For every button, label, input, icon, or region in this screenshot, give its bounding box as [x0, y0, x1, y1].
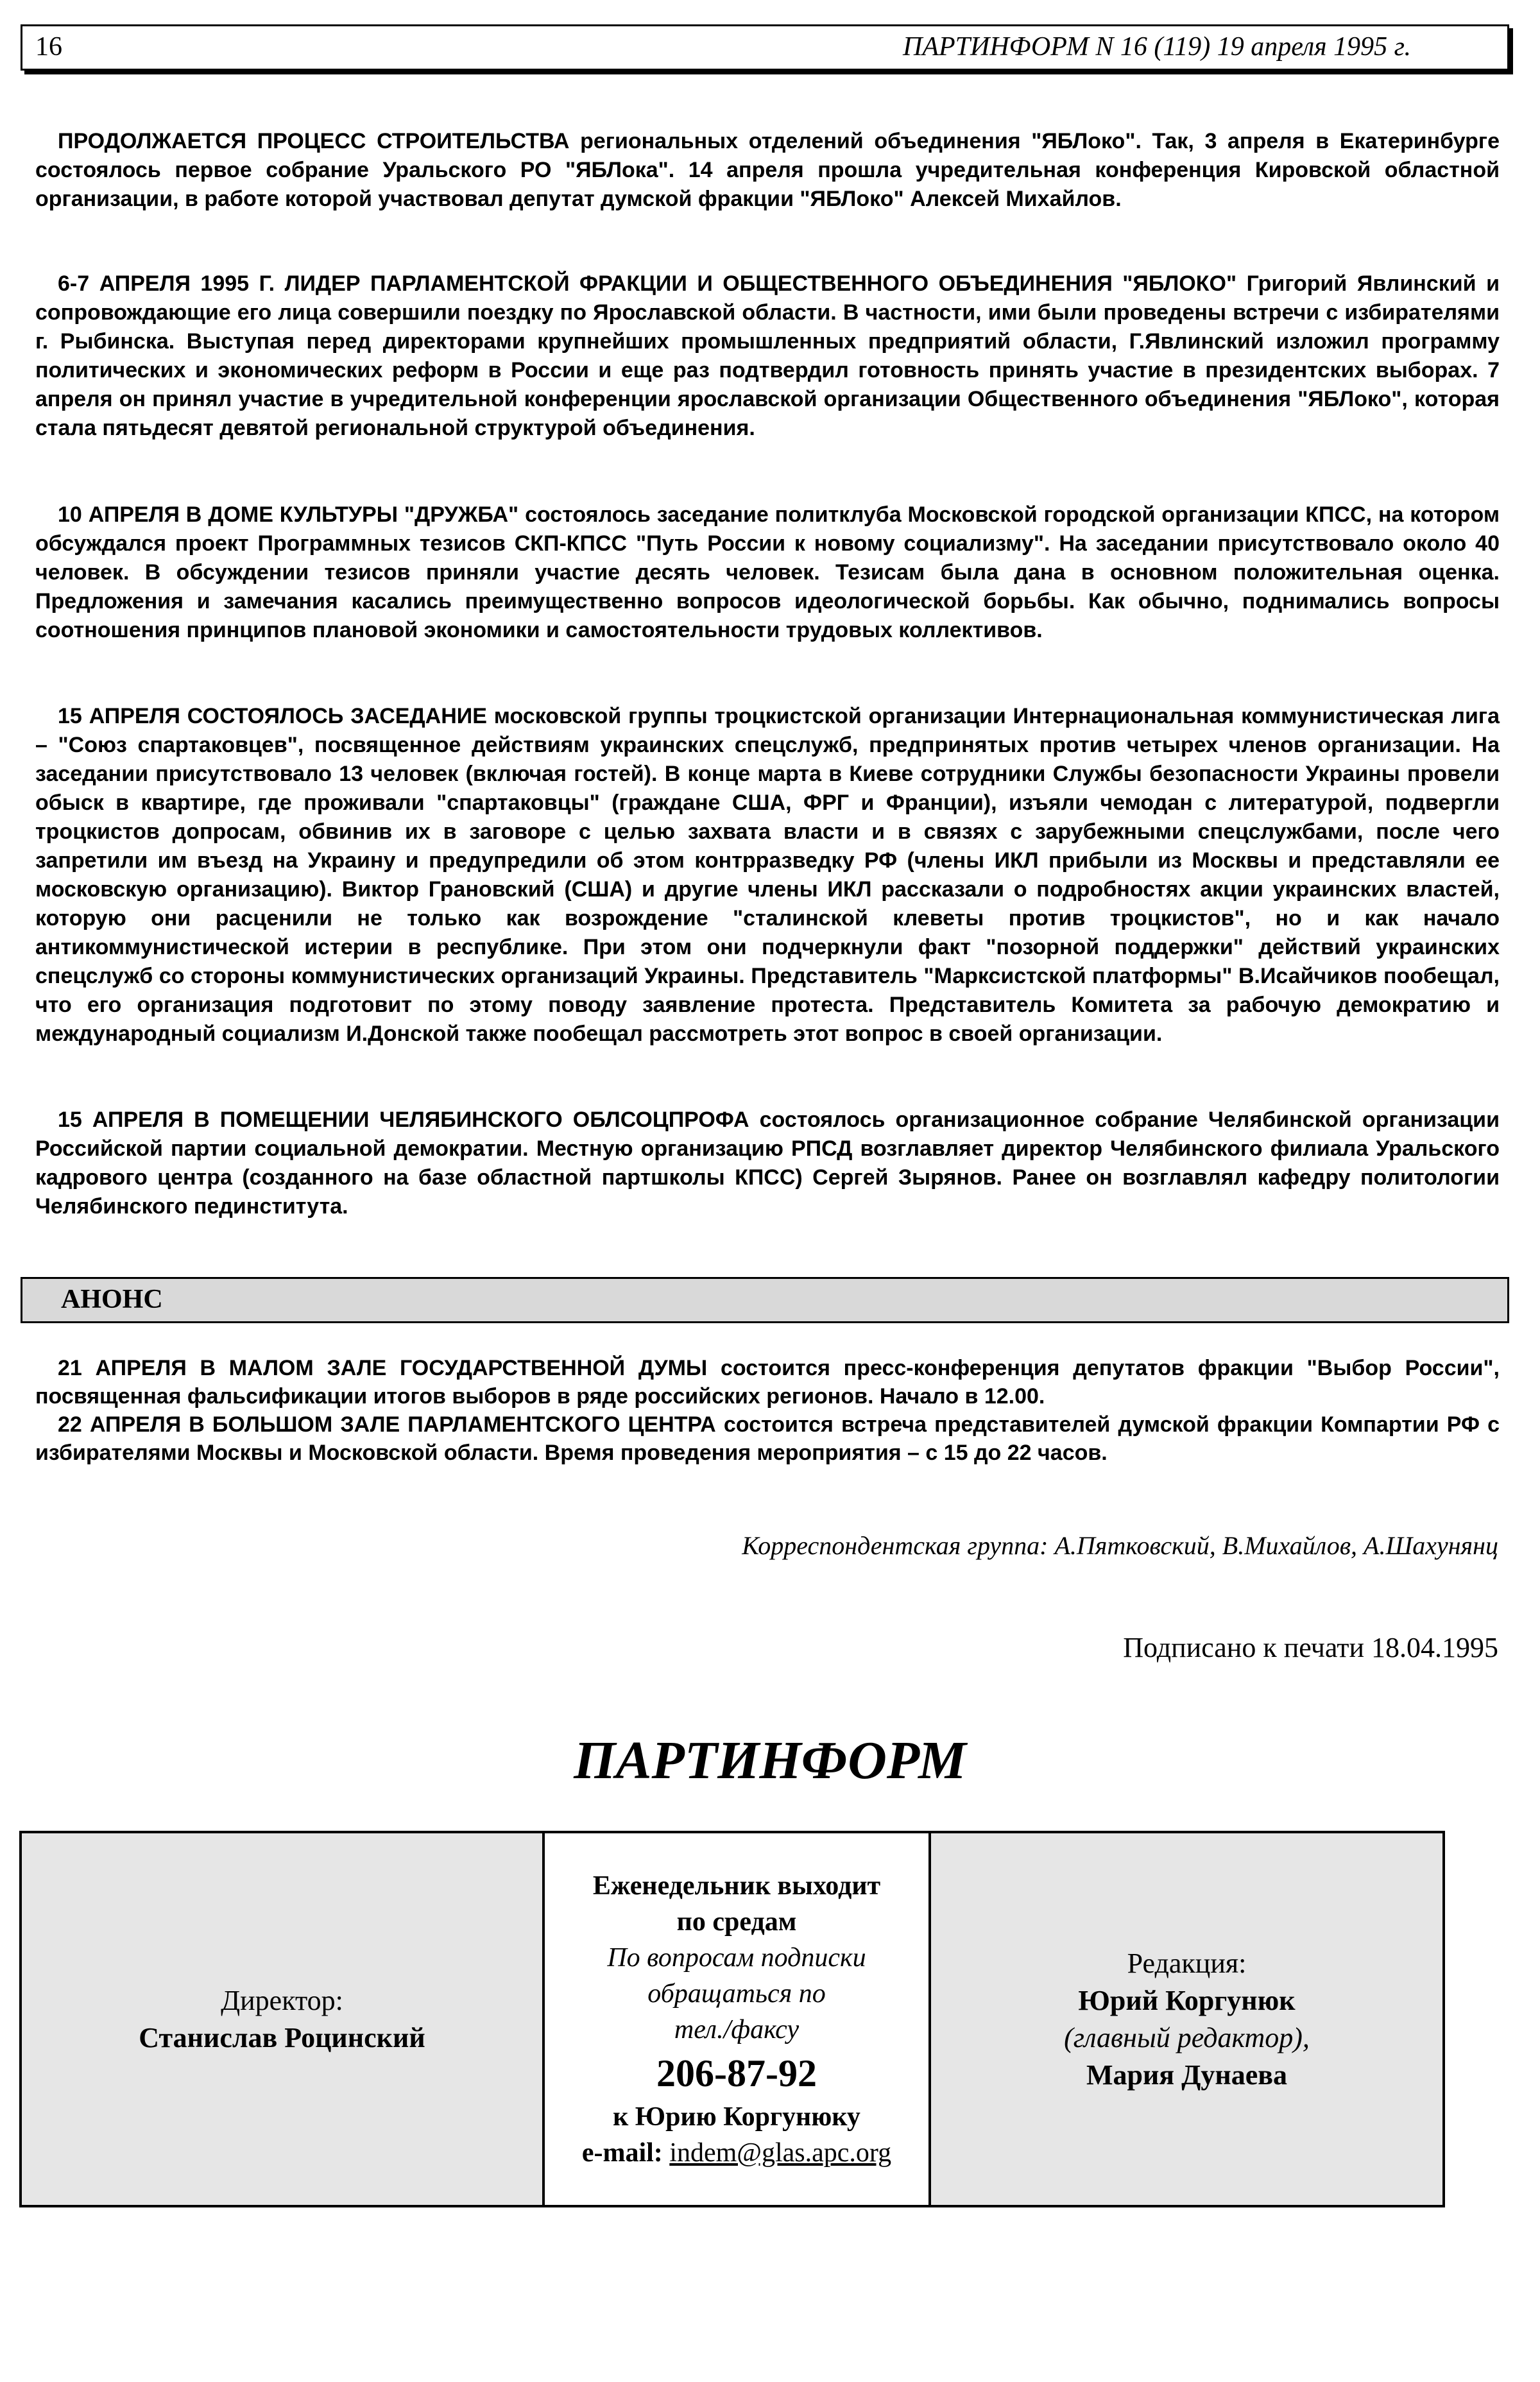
article-lead: 6-7 АПРЕЛЯ 1995 Г. ЛИДЕР ПАРЛАМЕНТСКОЙ ФРАКЦИИ И ОБЩЕСТВЕННОГО ОБЪЕДИНЕНИЯ "ЯБЛОКО"	[58, 271, 1237, 296]
editorial-cell	[931, 1833, 1442, 2205]
editor2-name: Мария Дунаева	[1086, 2059, 1288, 2091]
article-body: состоялось организационное собрание Челябинской организации Российской партии социальной демократии. Местную организацию РПСД возглавляет директор Челябинского филиала Уральского кадрового центра (созданного на базе областной партшколы КПСС) Сергей Зырянов. Ранее он возглавлял кафедру политологии Челябинского пединститута.	[35, 1108, 1500, 1219]
page-header	[21, 24, 1509, 71]
article-lead: 15 АПРЕЛЯ В ПОМЕЩЕНИИ ЧЕЛЯБИНСКОГО ОБЛСОЦПРОФА	[58, 1108, 749, 1132]
subscribe-line-2: обращаться по	[647, 1978, 826, 2009]
imprint-table	[19, 1831, 1445, 2207]
article-4	[35, 702, 1500, 1049]
article-2	[35, 270, 1500, 443]
article-lead: 10 АПРЕЛЯ В ДОМЕ КУЛЬТУРЫ "ДРУЖБА"	[58, 502, 519, 527]
email-row	[582, 2135, 891, 2171]
subscribe-line-1: По вопросам подписки	[607, 1942, 866, 1973]
article-body: московской группы троцкистской организации Интернациональная коммунистическая лига – "Союз спартаковцев", посвященное действиям украинских спецслужб, предпринятых против четырех членов организации. На заседании присутствовало 13 человек (включая гостей). В конце марта в Киеве сотрудники Службы безопасности Украины провели обыск в квартире, где проживали "спартаковцы" (граждане США, ФРГ и Франции), изъяли чемодан с литературой, подвергли троцкистов допросам, обвинив их в заговоре с целью захвата власти и в связях с зарубежными спецслужбами, после чего запретили им въезд на Украину и предупредили об этом контрразведку РФ (члены ИКЛ прибыли из Москвы и представляли ее московскую организацию). Виктор Грановский (США) и другие члены ИКЛ рассказали о подробностях акции украинских властей, которую они расценили не только как возрождение "сталинской клеветы против троцкистов", но и как начало антикоммунистической истерии в республике. При этом они подчеркнули факт "позорной поддержки" действий украинских спецслужб со стороны коммунистических организаций Украины. Представитель "Марксистской платформы" В.Исайчиков пообещал, что его организация подготовит по этому поводу заявление протеста. Представитель Комитета за рабочую демократию и международный социализм И.Донской также пообещал рассмотреть этот вопрос в своей организации.	[35, 704, 1500, 1046]
subscribe-line-3: тел./факсу	[674, 2014, 800, 2044]
article-body: региональных отделений объединения "ЯБЛоко". Так, 3 апреля в Екатеринбурге состоялось первое собрание Уральского РО "ЯБЛока". 14 апреля прошла учредительная конференция Кировской областной организации, в работе которой участвовал депутат думской фракции "ЯБЛоко" Алексей Михайлов.	[35, 129, 1500, 211]
subscription-cell	[545, 1833, 931, 2205]
article-body: Григорий Явлинский и сопровождающие его лица совершили поездку по Ярославской области. В частности, ими были проведены встречи с избирателями г. Рыбинска. Выступая перед директорами крупнейших промышленных предприятий области, Г.Явлинский изложил программу политических и экономических реформ в России и еще раз подтвердил готовность принять участие в президентских выборах. 7 апреля он принял участие в учредительной конференции ярославской организации Общественного объединения "ЯБЛоко", которая стала пятьдесят девятой региональной структурой объединения.	[35, 271, 1500, 440]
article-5	[35, 1106, 1500, 1221]
anons-body: состоится пресс-конференция депутатов фракции "Выбор России", посвященная фальсификации итогов выборов в ряде российских регионов. Начало в 12.00.	[35, 1356, 1500, 1409]
weekly-line-1: Еженедельник выходит	[592, 1871, 881, 1901]
weekly-line-2: по средам	[676, 1906, 797, 1937]
anons-heading-bar	[21, 1277, 1509, 1323]
email-label: e-mail:	[581, 2138, 663, 2168]
correspondent-credits: Корреспондентская группа: А.Пятковский, В.Михайлов, А.Шахунянц	[742, 1531, 1498, 1560]
editor-name: Юрий Коргунюк	[1078, 1984, 1296, 2016]
article-3	[35, 501, 1500, 645]
director-name: Станислав Роцинский	[139, 2021, 425, 2053]
page-number: 16	[35, 32, 62, 62]
anons-heading: АНОНС	[61, 1285, 163, 1314]
masthead-title: ПАРТИНФОРМ	[574, 1731, 966, 1790]
anons-lead: 21 АПРЕЛЯ В МАЛОМ ЗАЛЕ ГОСУДАРСТВЕННОЙ ДУМЫ	[58, 1356, 708, 1380]
article-1	[35, 127, 1500, 214]
editorial-label: Редакция:	[1127, 1947, 1247, 1979]
director-label: Директор:	[221, 1984, 343, 2016]
anons-item-1	[35, 1354, 1500, 1410]
phone-number: 206-87-92	[656, 2052, 817, 2095]
contact-person: к Юрию Коргунюку	[613, 2102, 860, 2132]
article-body: состоялось заседание политклуба Московской городской организации КПСС, на котором обсуждался проект Программных тезисов СКП-КПСС "Путь России к новому социализму". На заседании присутствовало около 40 человек. В обсуждении тезисов приняли участие десять человек. Тезисам была дана в основном положительная оценка. Предложения и замечания касались преимущественно вопросов идеологической борьбы. Как обычно, поднимались вопросы соотношения принципов плановой экономики и самостоятельности трудовых коллективов.	[35, 502, 1500, 642]
director-cell	[22, 1833, 545, 2205]
publication-title: ПАРТИНФОРМ N 16 (119) 19 апреля 1995 г.	[902, 32, 1411, 62]
email-link[interactable]: indem@glas.apc.org	[669, 2138, 892, 2168]
anons-item-2	[35, 1410, 1500, 1467]
article-lead: ПРОДОЛЖАЕТСЯ ПРОЦЕСС СТРОИТЕЛЬСТВА	[58, 129, 570, 153]
anons-lead: 22 АПРЕЛЯ В БОЛЬШОМ ЗАЛЕ ПАРЛАМЕНТСКОГО ЦЕНТРА	[58, 1412, 716, 1437]
editor-role: (главный редактор),	[1064, 2021, 1310, 2053]
signed-to-print: Подписано к печати 18.04.1995	[1123, 1632, 1498, 1663]
anons-body: состоится встреча представителей думской фракции Компартии РФ с избирателями Москвы и Московской области. Время проведения мероприятия – с 15 до 22 часов.	[35, 1412, 1500, 1465]
article-lead: 15 АПРЕЛЯ СОСТОЯЛОСЬ ЗАСЕДАНИЕ	[58, 704, 487, 728]
